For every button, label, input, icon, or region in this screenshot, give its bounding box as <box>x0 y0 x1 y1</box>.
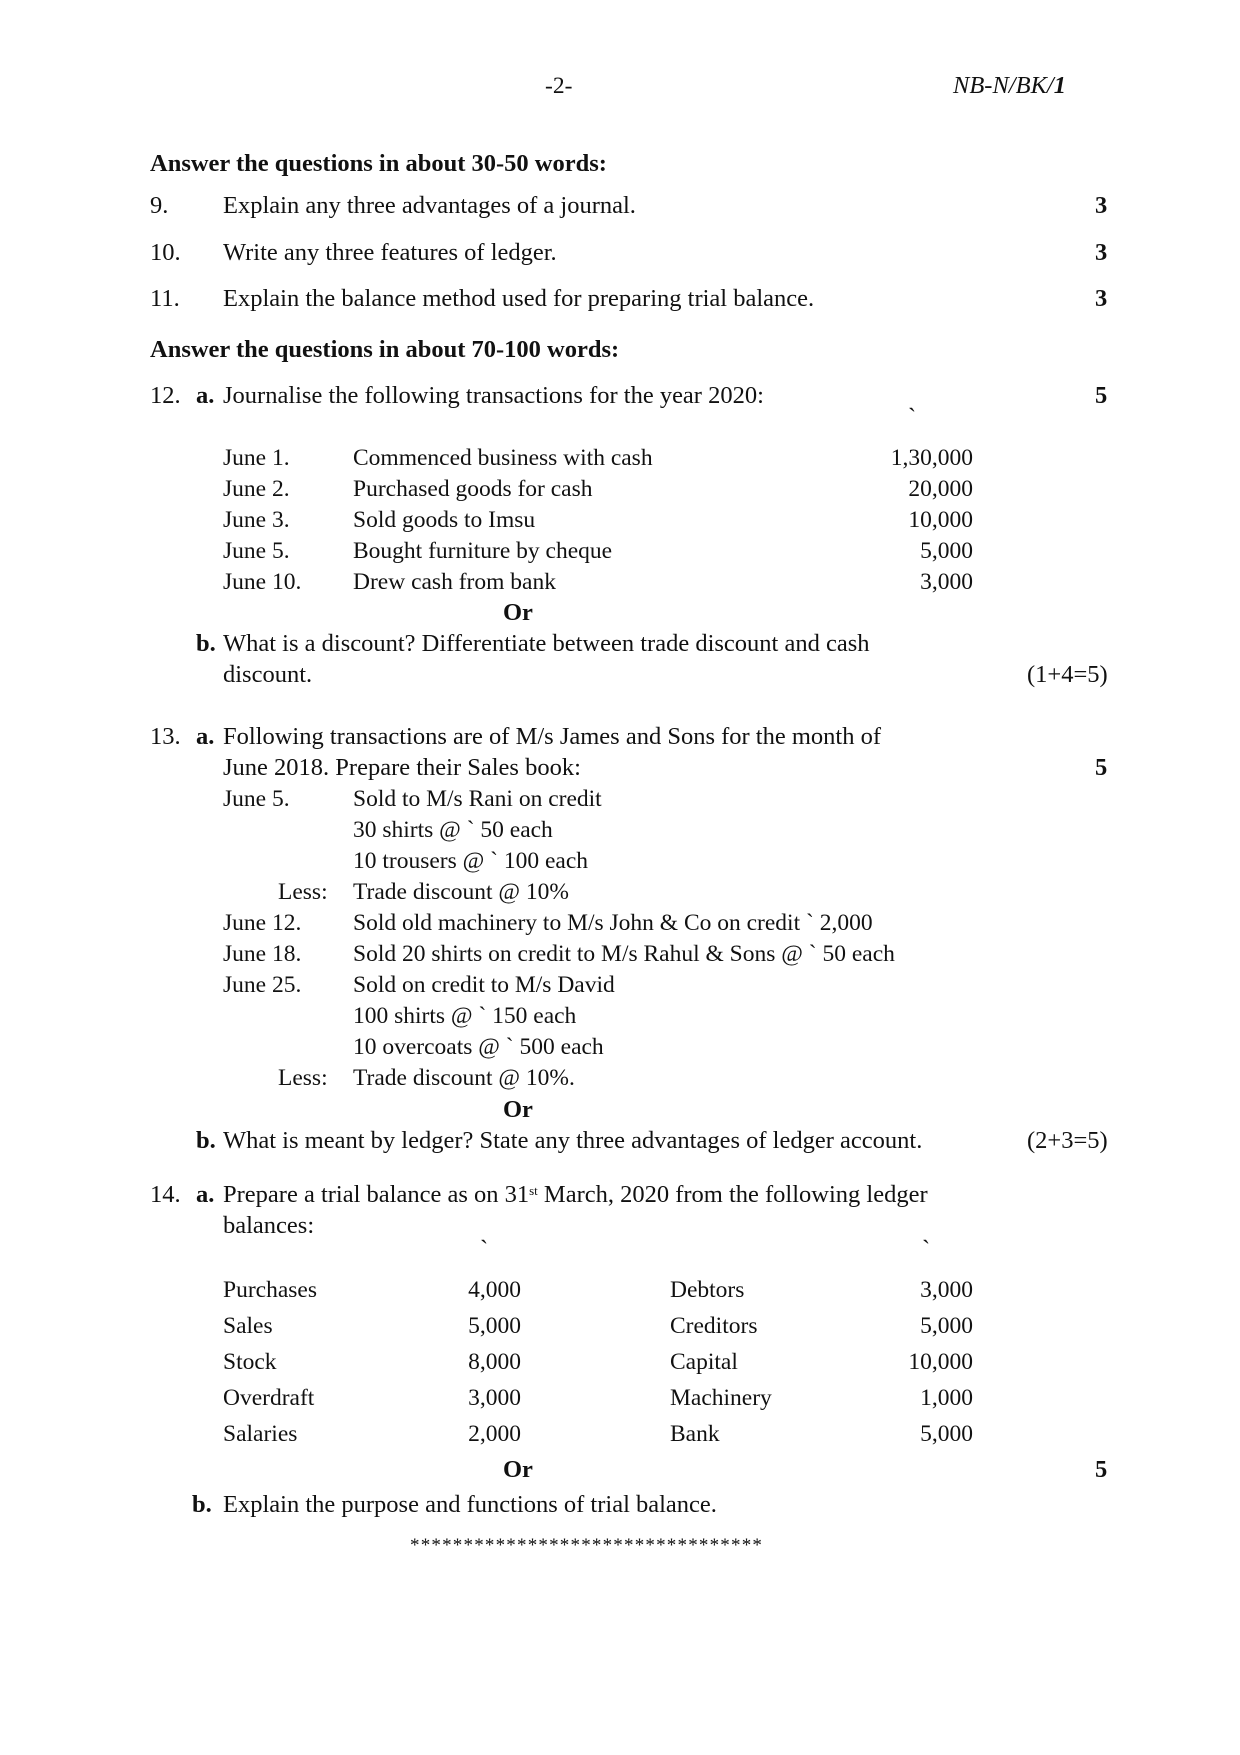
q12-b-line1: What is a discount? Differentiate between trade discount and cash <box>223 630 870 657</box>
q14-a-line2: balances: <box>223 1212 315 1239</box>
q10-text: Write any three features of ledger. <box>223 239 557 266</box>
q14-b-text: Explain the purpose and functions of trial balance. <box>223 1491 717 1518</box>
end-of-paper-stars: ********************************* <box>410 1535 764 1556</box>
q14-number: 14. <box>150 1181 181 1208</box>
q13-b-marks: (2+3=5) <box>1027 1127 1108 1154</box>
q14-or: Or <box>503 1456 533 1483</box>
rupee-symbol: ` <box>908 404 917 431</box>
q9-text: Explain any three advantages of a journal. <box>223 192 636 219</box>
q11-number: 11. <box>150 285 180 312</box>
q10-marks: 3 <box>1095 239 1108 266</box>
page-number: -2- <box>545 73 573 99</box>
section-heading-long: Answer the questions in about 70-100 words: <box>150 336 620 363</box>
q9-number: 9. <box>150 192 169 219</box>
q14-b-label: b. <box>192 1491 212 1518</box>
q14-a-label: a. <box>196 1181 215 1208</box>
q13-marks: 5 <box>1095 754 1108 781</box>
q14-marks: 5 <box>1095 1456 1108 1483</box>
q13-a-label: a. <box>196 723 215 750</box>
q12-marks: 5 <box>1095 382 1108 409</box>
q11-marks: 3 <box>1095 285 1108 312</box>
q12-or: Or <box>503 599 533 626</box>
q13-b-label: b. <box>196 1127 216 1154</box>
rupee-symbol: ` <box>480 1236 489 1263</box>
paper-code: NB-N/BK/1 <box>953 72 1066 99</box>
q13-number: 13. <box>150 723 181 750</box>
q12-b-marks: (1+4=5) <box>1027 661 1108 688</box>
q13-b-text: What is meant by ledger? State any three advantages of ledger account. <box>223 1127 923 1154</box>
q13-a-line1: Following transactions are of M/s James and Sons for the month of <box>223 723 882 750</box>
q12-a-text: Journalise the following transactions for the year 2020: <box>223 382 764 409</box>
q13-transactions: June 5. Sold to M/s Rani on credit 30 shirts @ ` 50 each 10 trousers @ ` 100 each Less: Trade discount @ 10% June 12. Sold old machinery to M/s John & Co on credit ` 2,000 June 18. Sold 20 shirts on credit to M/s Rahul & Sons @ ` 50 each June 25. Sold on credit to M/s David 100 shirts @ ` 150 each 10 overcoats @ ` 500 each Less: Trade discount @ 10%. <box>223 786 895 1091</box>
q10-number: 10. <box>150 239 181 266</box>
q12-transactions: June 1. Commenced business with cash 1,30,000 June 2. Purchased goods for cash 20,000 June 3. Sold goods to Imsu 10,000 June 5. Bought furniture by cheque 5,000 June 10. Drew cash from bank 3,000 <box>223 445 973 595</box>
q12-a-label: a. <box>196 382 215 409</box>
q14-a-line1: Prepare a trial balance as on 31st March, 2020 from the following ledger <box>223 1181 928 1208</box>
q12-b-label: b. <box>196 630 216 657</box>
q12-number: 12. <box>150 382 181 409</box>
q11-text: Explain the balance method used for preparing trial balance. <box>223 285 815 312</box>
q13-or: Or <box>503 1096 533 1123</box>
q12-b-line2: discount. <box>223 661 313 688</box>
q9-marks: 3 <box>1095 192 1108 219</box>
rupee-symbol: ` <box>922 1236 931 1263</box>
ledger-balances-table: Purchases 4,000 Debtors 3,000 Sales 5,000 Creditors 5,000 Stock 8,000 Capital 10,000 Overdraft 3,000 Machinery 1,000 Salaries 2,000 Bank 5,000 <box>223 1277 973 1447</box>
q13-a-line2: June 2018. Prepare their Sales book: <box>223 754 581 781</box>
section-heading-short: Answer the questions in about 30-50 words: <box>150 150 607 177</box>
